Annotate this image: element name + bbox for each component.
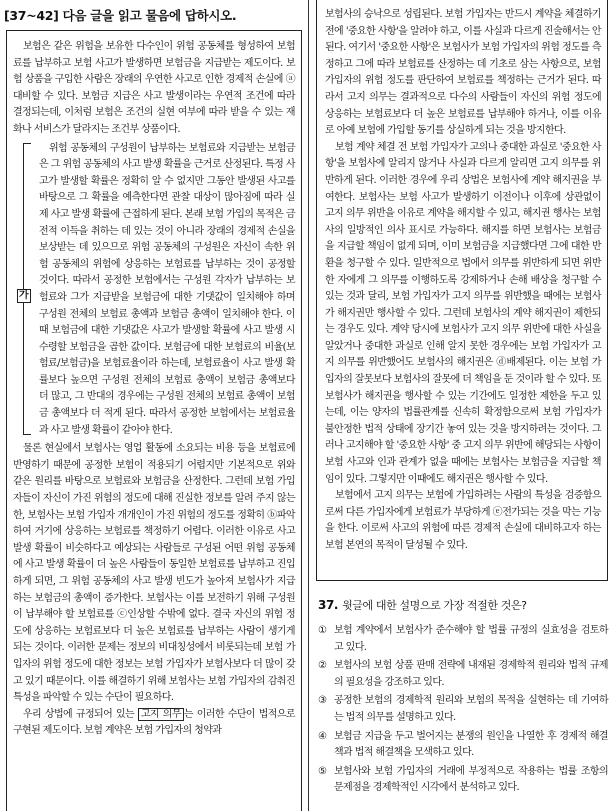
paragraph-r2: 보험 계약 체결 전 보험 가입자가 고의나 중대한 과실로 '중요한 사항'을 보험사에 알리지 않거나 사실과 다르게 알리면 고지 의무를 위반하게 된다. 이러한 경우에 우리 상법은 보험사에 계약 해지권을 부여한다. 보험사는 보험 사고가 발생하기 이전이나 이후에 상관없이 고지 의무 위반을 이유로 계약을 해지할 수 있고, 해지권 행사는 보험사의 일방적인 의사 표시로 가능하다. 해지를 하면 보험사는 보험금을 지급할 책임이 없게 되며, 이미 보험금을 지급했다면 그에 대한 반환을 청구할 수 있다. 일반적으로 법에서 의무를 위반하게 되면 위반한 자에게 그 의무를 이행하도록 강제하거나 손해 배상을 청구할 수 있는 것과 달리, 보험 가입자가 고지 의무를 위반했을 때에는 보험사가 해지권만 행사할 수 있다. 그런데 보험사의 계약 해지권이 제한되는 경우도 있다. 계약 당시에 보험사가 고지 의무 위반에 대한 사실을 알았거나 중대한 과실로 인해 알지 못한 경우에는 보험 가입자가 고지 의무를 위반했어도 보험사의 해지권은 ⓓ배제된다. 이는 보험 가입자의 잘못보다 보험사의 잘못에 더 책임을 둔 것이라 할 수 있다. 또 보험사가 해지권을 행사할 수 있는 기간에도 일정한 제한을 두고 있는데, 이는 양자의 법률관계를 신속히 확정함으로써 보험 가입자가 불안정한 법적 상태에 장기간 놓여 있는 것을 방지하려는 것이다. 그러나 고지해야 할 '중요한 사항' 중 고지 의무 위반에 해당되는 사항이 보험 사고와 인과 관계가 없을 때에는 보험사는 보험금을 지급할 책임이 있다. 그렇지만 이때에도 해지권은 행사할 수 있다. (325, 141, 601, 485)
question-stem (318, 596, 608, 615)
choice-2[interactable] (318, 658, 608, 691)
choice-text: 보험 계약에서 보험사가 준수해야 할 법률 규정의 실효성을 검토하고 있다. (334, 625, 608, 653)
choice-text: 보험사의 보험 상품 판매 전략에 내재된 경제학적 원리와 법적 규제의 필요성을 강조하고 있다. (334, 660, 608, 688)
choice-mark: ③ (318, 695, 327, 707)
choice-mark: ① (318, 625, 327, 636)
choice-3[interactable] (318, 693, 608, 726)
paragraph-intro: 보험은 같은 위험을 보유한 다수인이 위험 공동체를 형성하여 보험료를 납부하고 보험 사고가 발생하면 보험금을 지급받는 제도이다. 보험 상품을 구입한 사람은 장래의 우연한 사고로 인한 경제적 손실에 ⓐ대비할 수 있다. 보험금 지급은 사고 발생이라는 우연적 조건에 따라 결정되는데, 이처럼 보험은 조건의 실현 여부에 따라 받을 수 있는 재화나 서비스가 달라지는 조건부 상품이다. (13, 41, 295, 135)
section-ga (13, 141, 295, 440)
ga-label: 가 (19, 289, 29, 301)
choice-mark: ⑤ (318, 765, 327, 777)
paragraph-3-pre: 우리 상법에 규정되어 있는 (23, 708, 138, 720)
paragraph-r3: 보험에서 고지 의무는 보험에 가입하려는 사람의 특성을 검증함으로써 다른 가입자에게 보험료가 부당하게 ⓔ전가되는 것을 막는 기능을 한다. 이로써 사고의 위험에 따른 경제적 손실에 대비하고자 하는 보험 본연의 목적이 달성될 수 있다. (325, 490, 601, 551)
choice-text: 공정한 보험의 경제학적 원리와 보험의 목적을 실현하는 데 기여하는 법적 의무를 설명하고 있다. (334, 695, 608, 723)
question-number: 37. (318, 598, 339, 612)
choice-1[interactable] (318, 623, 608, 656)
choice-text: 보험금 지급을 두고 벌어지는 분쟁의 원인을 나열한 후 경제적 해결책과 법적 해결책을 모색하고 있다. (334, 730, 608, 759)
choice-text: 보험사와 보험 가입자의 거래에 부정적으로 작용하는 법률 조항의 문제점을 경제학적인 시각에서 분석하고 있다. (334, 765, 608, 794)
choice-4[interactable] (318, 729, 608, 762)
paragraph-2: 물론 현실에서 보험사는 영업 활동에 소요되는 비용 등을 보험료에 반영하기 때문에 공정한 보험이 적용되기 어렵지만 기본적으로 위와 같은 원리를 바탕으로 보험료와 보험금을 산정한다. 그런데 보험 가입자들이 자신이 가진 위험의 정도에 대해 진실한 정보를 알려 주지 않는 한, 보험사는 보험 가입자 개개인이 가진 위험의 정도를 정확히 ⓑ파악하여 거기에 상응하는 보험료를 책정하기 어렵다. 이러한 이유로 사고 발생 확률이 비슷하다고 예상되는 사람들로 구성된 어떤 위험 공동체에 사고 발생 확률이 더 높은 사람들이 동일한 보험료를 납부하고 진입하게 되면, 그 위험 공동체의 사고 발생 빈도가 높아져 보험사가 지급하는 보험금의 총액이 증가한다. 보험사는 이를 보전하기 위해 구성원이 납부해야 할 보험료를 ⓒ인상할 수밖에 없다. 결국 자신의 위험 정도에 상응하는 보험료보다 더 높은 보험료를 납부하는 사람이 생기게 되는 것이다. 이러한 문제는 정보의 비대칭성에서 비롯되는데 보험 가입자의 위험 정도에 대한 정보는 보험 가입자가 보험사보다 더 많이 갖고 있기 때문이다. 이를 해결하기 위해 보험사는 보험 가입자의 감춰진 특성을 파악할 수 있는 수단이 필요하다. (13, 443, 295, 704)
passage-box-left (6, 30, 302, 811)
choice-mark: ② (318, 660, 327, 672)
question-text: 윗글에 대한 설명으로 가장 적절한 것은? (342, 599, 527, 612)
boxed-term: 고지 의무 (138, 708, 184, 721)
section-header: [37~42] 다음 글을 읽고 물음에 답하시오. (4, 8, 237, 23)
paragraph-3-post: 는 이러한 수단이 법적으로 구현된 제도이다. 보험 계약은 보험 가입자의 청약과 (13, 708, 295, 737)
question-37 (318, 596, 608, 799)
paragraph-3 (13, 707, 295, 740)
paragraph-r1: 보험사의 승낙으로 성립된다. 보험 가입자는 반드시 계약을 체결하기 전에 '중요한 사항'을 알려야 하고, 이를 사실과 다르게 진술해서는 안 된다. 여기서 '중요한 사항'은 보험사가 보험 가입자의 위험 정도를 측정하고 그에 따라 보험료를 산정하는 데 기초로 삼는 사항으로, 보험 가입자의 위험 정도를 판단하여 보험료를 책정하는 근거가 된다. 따라서 고지 의무는 결과적으로 다수의 사람들이 자신의 위험 정도에 상응하는 보험료보다 더 높은 보험료를 납부해야 하거나, 이를 이유로 아예 보험에 가입할 동기를 상실하게 되는 것을 방지한다. (325, 9, 601, 137)
choice-mark: ④ (318, 730, 327, 742)
passage-box-right (316, 0, 608, 581)
choice-list (318, 623, 608, 797)
column-divider (308, 0, 309, 811)
choice-5[interactable] (318, 764, 608, 797)
paragraph-ga: 위험 공동체의 구성원이 납부하는 보험료와 지급받는 보험금은 그 위험 공동체의 사고 발생 확률을 근거로 산정된다. 특정 사고가 발생할 확률은 정확히 알 수 없지만 그동안 발생된 사고를 바탕으로 그 확률을 예측한다면 관찰 대상이 많아짐에 따라 실제 사고 발생 확률에 근접하게 된다. 본래 보험 가입의 목적은 금전적 이득을 취하는 데 있는 것이 아니라 장래의 경제적 손실을 보상받는 데 있으므로 위험 공동체의 구성원은 자신이 속한 위험 공동체의 위험에 상응하는 보험료를 납부하는 것이 공정할 것이다. 따라서 공정한 보험에서는 구성원 각자가 납부하는 보험료와 그가 지급받을 보험금에 대한 기댓값이 일치해야 하며 구성원 전체의 보험료 총액과 보험금 총액이 일치해야 한다. 이때 보험금에 대한 기댓값은 사고가 발생할 확률에 사고 발생 시 수령할 보험금을 곱한 값이다. 보험금에 대한 보험료의 비율(보험료/보험금)을 보험료율이라 하는데, 보험료율이 사고 발생 확률보다 높으면 구성원 전체의 보험료 총액이 보험금 총액보다 더 많고, 그 반대의 경우에는 구성원 전체의 보험료 총액이 보험금 총액보다 더 적게 된다. 따라서 공정한 보험에서는 보험료율과 사고 발생 확률이 같아야 한다. (39, 142, 295, 436)
